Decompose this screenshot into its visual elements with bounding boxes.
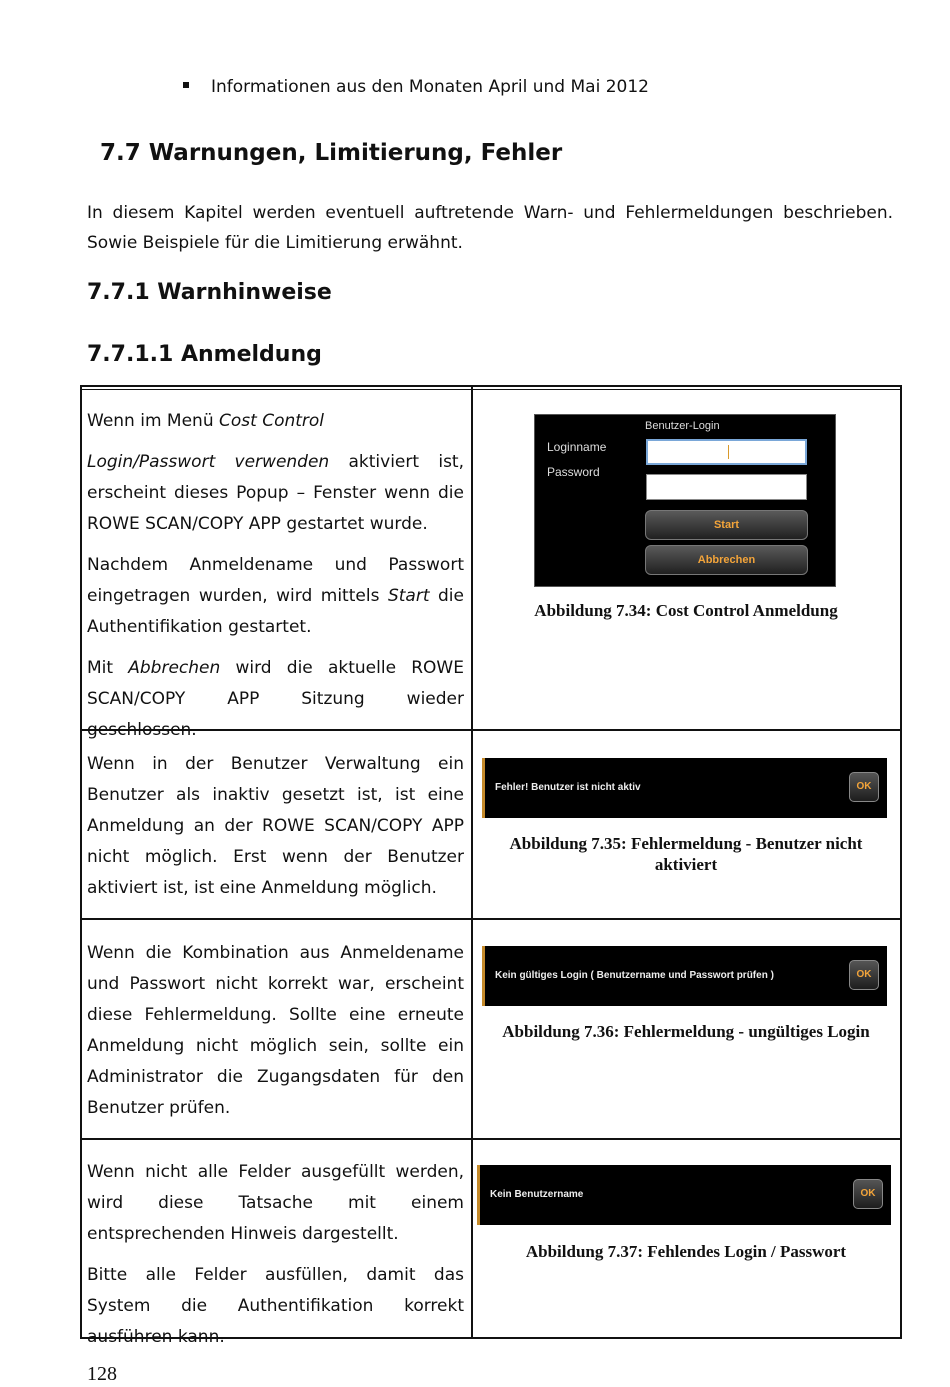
row4-text: [87, 1157, 464, 1363]
row3-text: [87, 938, 464, 1134]
section-title: 7.7 Warnungen, Limitierung, Fehler: [100, 140, 563, 166]
figure-caption-7-36: Abbildung 7.36: Fehlermeldung - ungültiges Login: [502, 1022, 870, 1041]
bullet-square-icon: [183, 82, 189, 88]
ok-button[interactable]: OK: [853, 1179, 883, 1209]
page-number: 128: [87, 1363, 117, 1385]
row1-text: [87, 406, 464, 756]
login-dialog-screenshot: [534, 414, 836, 587]
bullet-item: [183, 77, 649, 97]
password-field[interactable]: [646, 474, 807, 500]
password-label: Password: [547, 465, 600, 479]
ok-button[interactable]: OK: [849, 772, 879, 802]
row1-paragraph-1: Wenn im Menü Cost Control: [87, 411, 325, 431]
error-message: Fehler! Benutzer ist nicht aktiv: [495, 782, 641, 793]
loginname-field[interactable]: [646, 439, 807, 465]
error-message: Kein gültiges Login ( Benutzername und Passwort prüfen ): [495, 970, 774, 981]
subsubsection-title: 7.7.1.1 Anmeldung: [87, 342, 322, 367]
row2-paragraph: Wenn in der Benutzer Verwaltung ein Benutzer als inaktiv gesetzt ist, ist eine Anmeldung an der ROWE SCAN/COPY APP nicht möglich. Erst wenn der Benutzer aktiviert ist, ist eine Anmeldung möglich.: [87, 754, 464, 898]
figure-caption-7-35: Abbildung 7.35: Fehlermeldung - Benutzer nicht aktiviert: [509, 834, 863, 874]
error-inactive-screenshot: [482, 758, 887, 818]
row4-paragraph-1: Wenn nicht alle Felder ausgefüllt werden, wird diese Tatsache mit einem entsprechenden Hinweis dargestellt.: [87, 1162, 464, 1244]
cancel-button[interactable]: Abbrechen: [645, 545, 808, 575]
subsection-title: 7.7.1 Warnhinweise: [87, 280, 332, 305]
start-button[interactable]: Start: [645, 510, 808, 540]
loginname-label: Loginname: [547, 440, 607, 454]
dialog-title: Benutzer-Login: [645, 420, 720, 432]
figure-caption-7-34: Abbildung 7.34: Cost Control Anmeldung: [534, 601, 838, 620]
error-invalid-login-screenshot: [482, 946, 887, 1006]
row1-paragraph-4: Mit Abbrechen wird die aktuelle ROWE SCAN/COPY APP Sitzung wieder geschlossen.: [87, 658, 464, 740]
figure-caption-7-37: Abbildung 7.37: Fehlendes Login / Passwort: [525, 1242, 847, 1261]
text-caret: [728, 445, 729, 459]
bullet-text: Informationen aus den Monaten April und Mai 2012: [211, 77, 649, 97]
row2-text: [87, 749, 464, 914]
content-table: [80, 385, 902, 1347]
error-message: Kein Benutzername: [490, 1189, 584, 1200]
ok-button[interactable]: OK: [849, 960, 879, 990]
error-missing-username-screenshot: [477, 1165, 891, 1225]
row4-paragraph-2: Bitte alle Felder ausfüllen, damit das System die Authentifikation korrekt ausführen kann.: [87, 1265, 464, 1347]
row3-paragraph: Wenn die Kombination aus Anmeldename und Passwort nicht korrekt war, erscheint diese Fehlermeldung. Sollte eine erneute Anmeldung nicht möglich sein, sollte ein Administrator die Zugangsdaten für den Benutzer prüfen.: [87, 943, 464, 1118]
intro-paragraph: In diesem Kapitel werden eventuell auftretende Warn- und Fehlermeldungen beschrieben. Sowie Beispiele für die Limitierung erwähnt.: [87, 203, 893, 253]
row1-paragraph-3: Nachdem Anmeldename und Passwort eingetragen wurden, wird mittels Start die Authentifikation gestartet.: [87, 555, 464, 637]
row1-paragraph-2: Login/Passwort verwenden aktiviert ist, erscheint dieses Popup – Fenster wenn die ROWE SCAN/COPY APP gestartet wurde.: [87, 452, 464, 534]
